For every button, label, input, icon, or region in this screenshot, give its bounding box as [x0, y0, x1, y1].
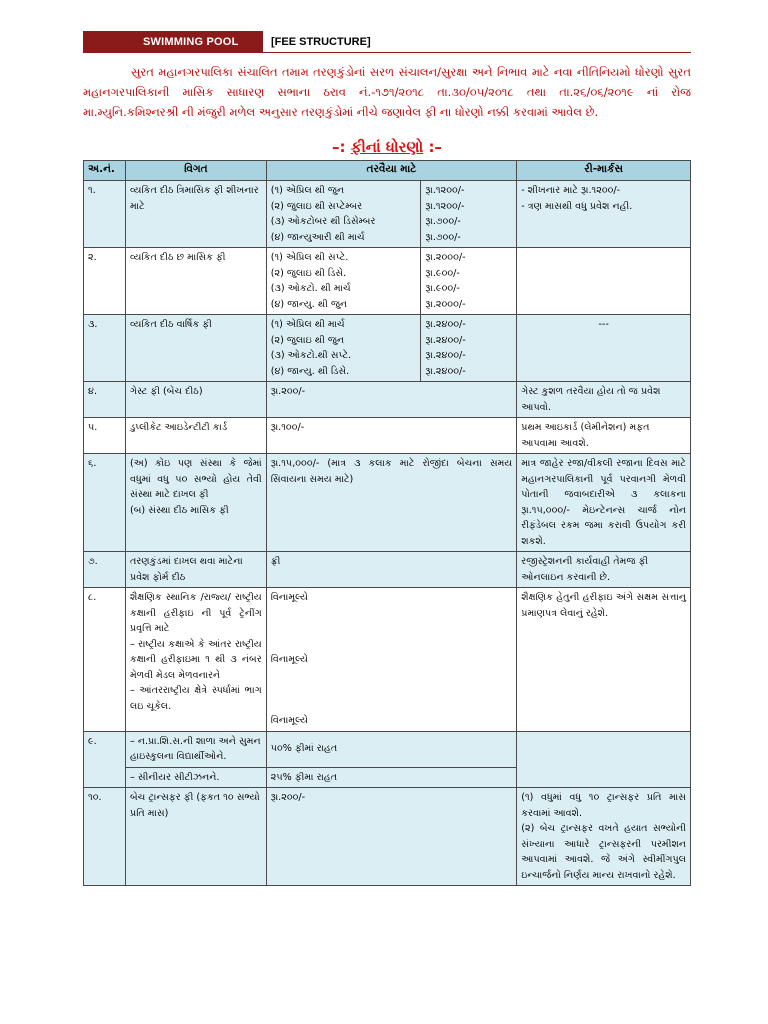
fee-title-suffix: :–	[428, 138, 442, 156]
row-swimmers: ૫૦% ફીમાં રાહત	[266, 731, 517, 767]
remark: - શીખનાર માટે રૂા.૧૨૦૦/-	[521, 185, 621, 196]
header-tab-label: SWIMMING POOL	[83, 31, 263, 53]
row-remarks	[517, 315, 691, 382]
row-detail: તરણકુંડમાં દાખલ થવા માટેના પ્રવેશ ફોર્મ દીઠ	[125, 552, 266, 588]
row-detail	[125, 454, 266, 552]
row-remarks	[517, 788, 691, 886]
table-row	[84, 315, 691, 382]
period: (૨) જુલાઇ થી ડિસે.	[270, 267, 347, 279]
period: (૪) જાન્યુઆરી થી માર્ચ	[270, 231, 365, 243]
row-sr: ૨.	[84, 248, 126, 315]
amount: રૂા.૧૨૦૦/-	[425, 200, 465, 212]
row-detail: – ન.પ્રા.શિ.સ.ની શાળા અને સુમન હાઇસ્કુલના વિદ્યાર્થીઓને.	[125, 731, 266, 767]
remark: ---	[598, 319, 609, 330]
period: (૨) જુલાઇ થી સપ્ટેમ્બર	[270, 200, 363, 212]
row-remarks	[517, 731, 691, 788]
swimmer-part: વિનામૂલ્યે	[270, 592, 308, 603]
table-row	[84, 382, 691, 418]
header-swimmers: તરવૈયા માટે	[266, 161, 517, 181]
amount: રૂા.૨૪૦૦/-	[425, 319, 466, 330]
detail-part: – રાષ્ટ્રીય કક્ષાએ કે આંતર રાષ્ટ્રીય કક્ષાની હરીફાઇમા ૧ થી ૩ નંબર મેળવી મેડલ મેળવનારને	[129, 638, 262, 681]
amount: રૂા.૨૦૦૦/-	[425, 298, 466, 310]
row-remarks: ગેસ્ટ કુશળ તરવૈયા હોય તો જ પ્રવેશ આપવો.	[517, 382, 691, 418]
period: (૩) ઓકટોબર થી ડિસેમ્બર	[270, 216, 376, 227]
period: (૩) ઓકટો.થી સપ્ટે.	[270, 350, 352, 361]
row-remarks: પ્રથમ આઇકાર્ડ (લેમીનેશન) મફત આપવામા આવશે.	[517, 418, 691, 454]
detail-part: (બ) સંસ્થા દીઠ માસિક ફી	[129, 504, 229, 516]
page-header	[83, 31, 691, 53]
row-swimmers: રૂા.૧૦૦/-	[266, 418, 517, 454]
amount: રૂા.૧૨૦૦/-	[425, 185, 465, 196]
row-swimmers	[266, 588, 517, 732]
header-rule	[83, 52, 691, 53]
table-row	[84, 731, 691, 767]
row-remarks: માત્ર જાહેર રજા/વીકલી રજાના દિવસ માટે મહાનગરપાલિકાની પૂર્વ પરવાનગી મેળવી પોતાની જવાબદારીએ ૩ કલાકના રૂા.૧૫,૦૦૦/- મેઇન્ટેનન્સ ચાર્જ નોન રીફંડેબલ રકમ જમા કરાવી ઉપયોગ કરી શકશે.	[517, 454, 691, 552]
period: (૨) જુલાઇ થી જુન	[270, 334, 345, 346]
row-sr: ૧૦.	[84, 788, 126, 886]
period: (૧) એપ્રિલ થી સપ્ટે.	[270, 252, 349, 263]
header-detail: વિગત	[125, 161, 266, 181]
row-sr: ૭.	[84, 552, 126, 588]
table-row	[84, 418, 691, 454]
remark: - ત્રણ માસથી વધુ પ્રવેશ નહી.	[521, 200, 633, 212]
amount: રૂા.૨૪૦૦/-	[425, 365, 466, 377]
row-remarks: શૈક્ષણિક હેતુની હરીફાઇ અંગે સક્ષમ સત્તાનુ પ્રમાણપત્ર લેવાનું રહેશે.	[517, 588, 691, 732]
row-detail: – સીનીયર સીટીઝનને.	[125, 767, 266, 788]
row-amounts	[421, 181, 517, 248]
row-amounts	[421, 248, 517, 315]
header-sr: અ.નં.	[84, 161, 126, 181]
row-detail: ગેસ્ટ ફી (બેચ દીઠ)	[125, 382, 266, 418]
header-remarks: રી-માર્કસ	[517, 161, 691, 181]
period: (૩) ઓકટો. થી માર્ચ	[270, 283, 351, 294]
table-row	[84, 181, 691, 248]
fee-title-prefix: –:	[332, 138, 346, 156]
fee-title	[83, 136, 691, 158]
row-sr: ૪.	[84, 382, 126, 418]
fee-table	[83, 160, 691, 886]
row-amounts	[421, 315, 517, 382]
row-swimmers: ફ્રી	[266, 552, 517, 588]
row-sr: ૩.	[84, 315, 126, 382]
table-header-row	[84, 161, 691, 181]
row-sr: ૫.	[84, 418, 126, 454]
header-title: [FEE STRUCTURE]	[271, 36, 371, 48]
detail-part: – આંતરરાષ્ટ્રીય ક્ષેત્રે સ્પર્ધામાં ભાગ લઇ ચૂકેલ.	[129, 685, 262, 712]
row-swimmers: રૂા.૨૦૦/-	[266, 788, 517, 886]
row-remarks: રજીસ્ટ્રેશનની કાર્યવાહી તેમજ ફી ઓનલાઇન કરવાની છે.	[517, 552, 691, 588]
amount: રૂા.૨૪૦૦/-	[425, 334, 466, 346]
remark: (૧) વધુમાં વધુ ૧૦ ટ્રાન્સફર પ્રતિ માસ કરવામાં આવશે.	[521, 792, 686, 819]
detail-part: શૈક્ષણિક સ્થાનિક /રાજ્ય/ રાષ્ટ્રીય કક્ષાની હરીફાઇ ની પૂર્વ ટ્રેનીંગ પ્રવૃત્તિ માટે	[129, 592, 262, 634]
row-swimmers: રૂા.૧૫,૦૦૦/- (માત્ર ૩ કલાક માટે રોજીંદા બેચના સમય સિવાયના સમય માટે)	[266, 454, 517, 552]
row-periods	[266, 248, 421, 315]
table-row	[84, 552, 691, 588]
period: (૧) એપ્રિલ થી માર્ચ	[270, 319, 345, 330]
row-swimmers: ૨૫% ફીમા રાહત	[266, 767, 517, 788]
period: (૧) એપ્રિલ થી જુન	[270, 185, 345, 196]
table-row	[84, 248, 691, 315]
table-row	[84, 454, 691, 552]
amount: રૂા.૨૪૦૦/-	[425, 350, 466, 361]
amount: રૂા.૯૦૦/-	[425, 267, 460, 279]
row-periods	[266, 181, 421, 248]
detail-part: (અ) કોઇ પણ સંસ્થા કે જેમાં વધુમાં વધુ ૫૦ સભ્યો હોય તેવી સંસ્થા માટે દાખલ ફી	[129, 458, 262, 500]
row-remarks	[517, 181, 691, 248]
amount: રૂા.૯૦૦/-	[425, 283, 460, 294]
row-periods	[266, 315, 421, 382]
amount: રૂા.૭૦૦/-	[425, 231, 461, 243]
table-row	[84, 788, 691, 886]
row-detail	[125, 588, 266, 732]
intro-paragraph: સુરત મહાનગરપાલિકા સંચાલિત તમામ તરણકુંડોનાં સરળ સંચાલન/સુરક્ષા અને નિભાવ માટે નવા નીતિનિયમો ધોરણો સુરત મહાનગરપાલિકાની માસિક સાધારણ સભાના ઠરાવ નં.-૧૭૧/૨૦૧૮ તા.૩૦/૦૫/૨૦૧૮ તથા તા.૨૬/૦૬/૨૦૧૯ નાં રોજ મા.મ્યુનિ.કમિશ્નરશ્રી ની મંજુરી મળેલ અનુસાર તરણકુંડોમાં નીચે જણાવેલ ફી ના ધોરણો નક્કી કરવામાં આવેલ છે.	[83, 65, 691, 119]
fee-title-main: ફીનાં ધોરણો	[350, 138, 424, 156]
row-swimmers: રૂા.૨૦૦/-	[266, 382, 517, 418]
swimmer-part: વિનામૂલ્યે	[270, 715, 308, 726]
row-sr: ૯.	[84, 731, 126, 788]
remark: (૨) બેચ ટ્રાન્સફર વખતે હયાત સભ્યોની સંખ્યાના આધારે ટ્રાન્સફરની પરમીશન આપવામાં આવશે. જે અંગે સ્વીમીંગપુલ ઇન્ચાર્જનો નિર્ણય માન્ય રાખવાનો રહેશે.	[521, 823, 686, 881]
swimmer-part: વિનામૂલ્યે	[270, 653, 308, 665]
table-row	[84, 588, 691, 732]
period: (૪) જાન્યુ. થી ડિસે.	[270, 365, 350, 377]
row-sr: ૬.	[84, 454, 126, 552]
row-detail: બેચ ટ્રાન્સફર ફી (ફકત ૧૦ સભ્યો પ્રતિ માસ)	[125, 788, 266, 886]
row-detail: વ્યકિત દીઠ છ માસિક ફી	[125, 248, 266, 315]
row-sr: ૮.	[84, 588, 126, 732]
row-detail: વ્યકિત દીઠ વાર્ષિક ફી	[125, 315, 266, 382]
row-sr: ૧.	[84, 181, 126, 248]
period: (૪) જાન્યુ. થી જુન	[270, 298, 348, 310]
row-detail: વ્યકિત દીઠ ત્રિમાસિક ફી શીખનાર માટે	[125, 181, 266, 248]
row-remarks	[517, 248, 691, 315]
row-detail: ડુપ્લીકેટ આઇડેન્ટીટી કાર્ડ	[125, 418, 266, 454]
amount: રૂા.૭૦૦/-	[425, 216, 461, 227]
amount: રૂા.૨૦૦૦/-	[425, 252, 466, 263]
